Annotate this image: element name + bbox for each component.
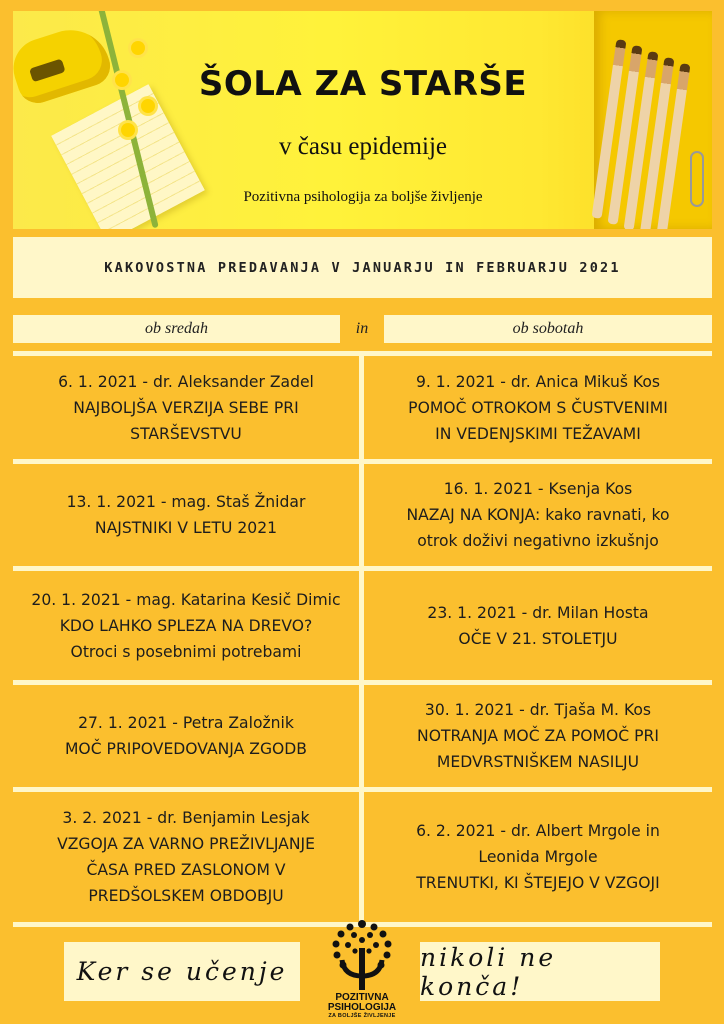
wednesday-label: ob sredah (13, 315, 340, 343)
page-subtitle: v času epidemije (279, 133, 447, 160)
lecture-title: IN VEDENJSKIMI TEŽAVAMI (435, 424, 641, 443)
lecture-title: MEDVRSTNIŠKEM NASILJU (436, 753, 640, 771)
lecture-title: MOČ PRIPOVEDOVANJA ZGODB (64, 740, 308, 758)
tagline: Pozitivna psihologija za boljše življenje (243, 189, 483, 205)
lecture-cell (13, 464, 359, 566)
lecture-title: PREDŠOLSKEM OBDOBJU (88, 887, 284, 905)
flower-image (121, 123, 135, 137)
footer-slogan-left: Ker se učenje (64, 942, 300, 1001)
footer-slogan-right: nikoli ne konča! (420, 942, 660, 1001)
lecture-title: POMOČ OTROKOM S ČUSTVENIMI (408, 398, 668, 417)
pencil-tray-image (594, 11, 712, 229)
lecture-title: otrok doživi negativno izkušnjo (417, 532, 659, 550)
lecture-title: ČASA PRED ZASLONOM V (86, 861, 286, 879)
lecture-date-speaker: Leonida Mrgole (478, 848, 598, 866)
lecture-title: TRENUTKI, KI ŠTEJEJO V VZGOJI (416, 874, 660, 892)
lecture-title: STARŠEVSTVU (130, 424, 242, 443)
lecture-cell (364, 571, 712, 680)
flower-image (131, 41, 145, 55)
flower-image (141, 99, 155, 113)
lecture-cell (13, 571, 359, 680)
header-banner (13, 11, 712, 229)
lecture-cell (364, 685, 712, 787)
lecture-title: NOTRANJA MOČ ZA POMOČ PRI (417, 727, 659, 745)
lecture-title: NAJBOLJŠA VERZIJA SEBE PRI (73, 398, 299, 417)
lecture-title: NAZAJ NA KONJA: kako ravnati, ko (406, 506, 670, 524)
lecture-cell (13, 685, 359, 787)
logo-line: PSIHOLOGIJA (327, 1002, 397, 1013)
stapler-image (13, 20, 115, 108)
headline: KAKOVOSTNA PREDAVANJA V JANUARJU IN FEBRUARJU 2021 (104, 259, 621, 276)
lecture-cell (13, 356, 359, 459)
lecture-date-speaker: 30. 1. 2021 - dr. Tjaša M. Kos (424, 701, 652, 719)
lecture-cell (13, 792, 359, 922)
conjunction-label: in (355, 320, 369, 337)
lecture-date-speaker: 6. 1. 2021 - dr. Aleksander Zadel (58, 372, 314, 391)
lecture-date-speaker: 16. 1. 2021 - Ksenja Kos (443, 480, 633, 498)
saturday-label: ob sobotah (384, 315, 712, 343)
lecture-date-speaker: 23. 1. 2021 - dr. Milan Hosta (427, 603, 649, 622)
lecture-date-speaker: 20. 1. 2021 - mag. Katarina Kesič Dimic (31, 590, 341, 609)
lecture-date-speaker: 6. 2. 2021 - dr. Albert Mrgole in (416, 822, 660, 840)
lecture-title: KDO LAHKO SPLEZA NA DREVO? (59, 616, 313, 635)
page-title: ŠOLA ZA STARŠE (198, 64, 528, 104)
headline-box (13, 237, 712, 298)
lecture-cell (364, 356, 712, 459)
lecture-title: NAJSTNIKI V LETU 2021 (94, 519, 278, 537)
lecture-title: OČE V 21. STOLETJU (458, 629, 618, 648)
logo-line: ZA BOLJŠE ŽIVLJENJE (328, 1013, 396, 1019)
logo-line: POZITIVNA (335, 992, 389, 1003)
lecture-date-speaker: 27. 1. 2021 - Petra Založnik (78, 714, 294, 732)
lecture-date-speaker: 9. 1. 2021 - dr. Anica Mikuš Kos (415, 372, 661, 391)
lecture-cell (364, 464, 712, 566)
lecture-date-speaker: 13. 1. 2021 - mag. Staš Žnidar (66, 493, 306, 511)
lecture-date-speaker: 3. 2. 2021 - dr. Benjamin Lesjak (62, 809, 310, 827)
logo-text (310, 993, 414, 1020)
lecture-title: Otroci s posebnimi potrebami (70, 642, 302, 661)
lecture-cell (364, 792, 712, 922)
flower-image (115, 73, 129, 87)
lecture-title: VZGOJA ZA VARNO PREŽIVLJANJE (57, 835, 315, 853)
